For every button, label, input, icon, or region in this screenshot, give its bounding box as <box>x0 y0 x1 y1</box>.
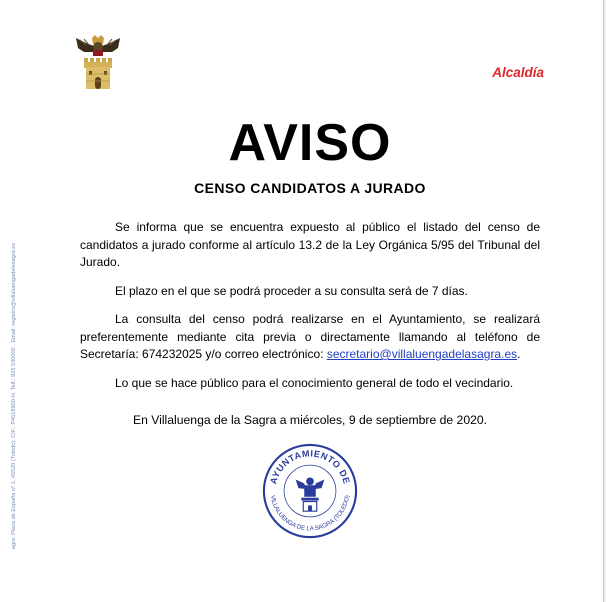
municipal-seal-icon <box>262 443 358 539</box>
side-strip <box>8 190 20 602</box>
notice-body <box>80 219 540 403</box>
seal-top-text: AYUNTAMIENTO DE <box>268 448 352 486</box>
office-label: Alcaldía <box>492 65 544 80</box>
date-place-line: En Villaluenga de la Sagra a miércoles, 9 de septiembre de 2020. <box>132 413 488 427</box>
coat-of-arms-icon <box>72 34 124 92</box>
email-link[interactable]: secretario@villaluengadelasagra.es <box>326 347 518 361</box>
paragraph-period: El plazo en el que se podrá proceder a su consulta será de 7 días. <box>115 283 468 298</box>
paragraph-exposure: Se informa que se encuentra expuesto al público el listado del censo de candidatos a jurado conforme al artículo 13.2 de la Ley Orgánica 5/95 del Tribunal del Jurado. <box>80 220 540 269</box>
seal-bottom-text: VILLALUENGA DE LA SAGRA (TOLEDO) <box>268 494 352 533</box>
consultation-end: . <box>517 347 521 361</box>
side-address-text: agra. Plaza de España nº 1. 45520 (Toledo). CIF.: P4518900-H. Telf.: 925 530000 . Email: registro@villaluengadelasagra.es <box>11 242 17 550</box>
consultation-text: La consulta del censo podrá realizarse en el Ayuntamiento, se realizará preferentemente mediante cita previa o directamente llamando al teléfono de Secretaría: 674232025 y/o correo electrónico: <box>80 312 540 361</box>
paragraph-consultation <box>80 311 540 364</box>
paragraph-closing: Lo que se hace público para el conocimiento general de todo el vecindario. <box>115 375 514 390</box>
notice-title: AVISO <box>228 114 392 172</box>
notice-subtitle: CENSO CANDIDATOS A JURADO <box>194 180 426 196</box>
